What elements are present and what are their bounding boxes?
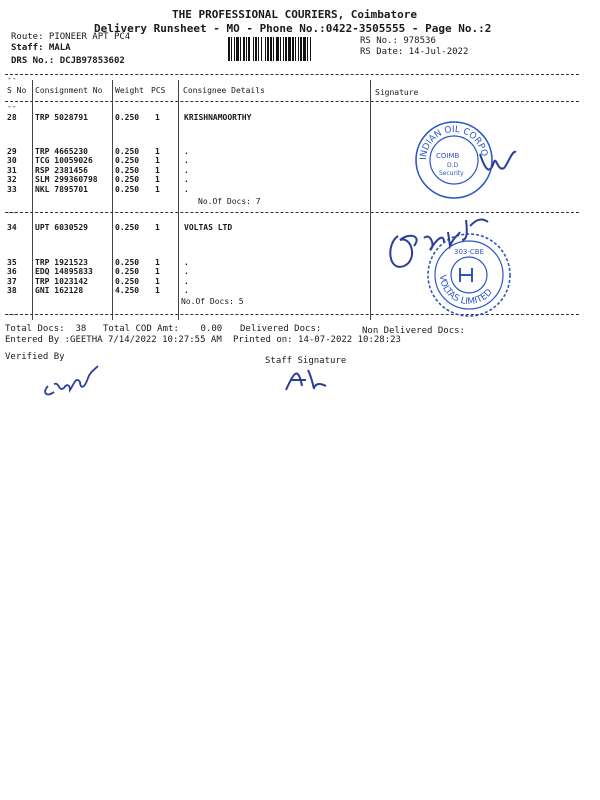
header-divider bbox=[5, 101, 579, 102]
row-sno: 35 bbox=[7, 258, 17, 267]
row-consignee: . bbox=[184, 175, 189, 184]
barcode-bar bbox=[240, 37, 241, 61]
row-consignee: . bbox=[184, 147, 189, 156]
svg-text:Security: Security bbox=[439, 170, 464, 177]
row-sno: 37 bbox=[7, 277, 17, 286]
row-sno: 34 bbox=[7, 223, 17, 232]
row-consignment: EDQ 14895833 bbox=[35, 267, 93, 276]
barcode-icon bbox=[228, 37, 354, 61]
row-weight: 0.250 bbox=[115, 267, 140, 276]
svg-text:COIMB: COIMB bbox=[436, 152, 460, 160]
delivered-docs: Delivered Docs: bbox=[240, 324, 322, 334]
row-consignment: GNI 162128 bbox=[35, 286, 84, 295]
barcode-bar bbox=[270, 37, 272, 61]
row-weight: 0.250 bbox=[115, 156, 140, 165]
barcode-bar bbox=[228, 37, 230, 61]
row-consignment: TRP 5028791 bbox=[35, 113, 88, 122]
barcode-bar bbox=[307, 37, 308, 61]
row-pcs: 1 bbox=[155, 286, 160, 295]
row-pcs: 1 bbox=[155, 258, 160, 267]
row-pcs: 1 bbox=[155, 147, 160, 156]
row-sno: 38 bbox=[7, 286, 17, 295]
row-sno: 31 bbox=[7, 166, 17, 175]
row-weight: 0.250 bbox=[115, 277, 140, 286]
company-name: THE PROFESSIONAL COURIERS, Coimbatore bbox=[172, 8, 418, 21]
column-line bbox=[32, 80, 33, 320]
barcode-bar bbox=[234, 37, 235, 61]
row-sno: 32 bbox=[7, 175, 17, 184]
non-delivered-docs: Non Delivered Docs: bbox=[362, 326, 465, 336]
svg-text:D.D: D.D bbox=[447, 162, 459, 169]
barcode-bar bbox=[246, 37, 247, 61]
svg-text:VOLTAS LIMITED: VOLTAS LIMITED bbox=[436, 274, 495, 308]
row-weight: 0.250 bbox=[115, 147, 140, 156]
row-pcs: 1 bbox=[155, 223, 160, 232]
no-of-docs: No.Of Docs: 5 bbox=[181, 297, 244, 306]
signature-mark bbox=[478, 142, 518, 182]
barcode-bar bbox=[303, 37, 306, 61]
rs-date: RS Date: 14-Jul-2022 bbox=[360, 47, 469, 57]
barcode-bar bbox=[248, 37, 250, 61]
row-consignee: . bbox=[184, 166, 189, 175]
staff-signature bbox=[284, 364, 332, 394]
total-cod: Total COD Amt: 0.00 bbox=[103, 324, 223, 334]
row-consignee: KRISHNAMOORTHY bbox=[184, 113, 252, 122]
staff-signature-label: Staff Signature bbox=[265, 356, 347, 366]
divider-mark: -- bbox=[7, 74, 17, 83]
row-sno: 30 bbox=[7, 156, 17, 165]
row-weight: 0.250 bbox=[115, 166, 140, 175]
row-consignee: VOLTAS LTD bbox=[184, 223, 233, 232]
row-consignment: TRP 1921523 bbox=[35, 258, 88, 267]
runsheet-subtitle: Delivery Runsheet - MO - Phone No.:0422-3505555 - Page No.:2 bbox=[94, 22, 492, 35]
row-pcs: 1 bbox=[155, 185, 160, 194]
column-line bbox=[178, 80, 179, 320]
row-sno: 36 bbox=[7, 267, 17, 276]
barcode-bar bbox=[255, 37, 257, 61]
row-pcs: 1 bbox=[155, 166, 160, 175]
barcode-bar bbox=[253, 37, 254, 61]
svg-text:INDIAN OIL CORPO: INDIAN OIL CORPO bbox=[418, 124, 489, 161]
barcode-bar bbox=[298, 37, 299, 61]
barcode-bar bbox=[283, 37, 284, 61]
column-line bbox=[370, 80, 371, 320]
barcode-bar bbox=[295, 37, 296, 61]
barcode-bar bbox=[276, 37, 279, 61]
divider-mark: -- bbox=[7, 208, 17, 217]
total-docs: Total Docs: 38 bbox=[5, 324, 87, 334]
row-consignee: . bbox=[184, 156, 189, 165]
drs-number: DRS No.: DCJB97853602 bbox=[11, 56, 125, 66]
row-pcs: 1 bbox=[155, 156, 160, 165]
barcode-bar bbox=[310, 37, 311, 61]
row-consignment: TRP 1023142 bbox=[35, 277, 88, 286]
verifier-signature bbox=[40, 364, 110, 398]
staff-label: Staff: MALA bbox=[11, 43, 71, 53]
row-pcs: 1 bbox=[155, 267, 160, 276]
row-weight: 0.250 bbox=[115, 113, 140, 122]
no-of-docs: No.Of Docs: 7 bbox=[198, 197, 261, 206]
barcode-bar bbox=[243, 37, 245, 61]
barcode-bar bbox=[261, 37, 262, 61]
row-consignment: UPT 6030529 bbox=[35, 223, 88, 232]
row-consignee: . bbox=[184, 286, 189, 295]
row-pcs: 1 bbox=[155, 277, 160, 286]
row-consignment: TRP 4665230 bbox=[35, 147, 88, 156]
row-pcs: 1 bbox=[155, 113, 160, 122]
row-consignment: NKL 7895701 bbox=[35, 185, 88, 194]
barcode-bar bbox=[288, 37, 291, 61]
barcode-bar bbox=[292, 37, 294, 61]
row-weight: 0.250 bbox=[115, 175, 140, 184]
row-consignee: . bbox=[184, 185, 189, 194]
row-sno: 29 bbox=[7, 147, 17, 156]
row-sno: 28 bbox=[7, 113, 17, 122]
route-label: Route: PIONEER APT PC4 bbox=[11, 32, 131, 42]
consignee-signature bbox=[384, 206, 494, 276]
divider-mark: -- bbox=[7, 310, 17, 319]
row-consignee: . bbox=[184, 267, 189, 276]
barcode-bar bbox=[265, 37, 266, 61]
barcode-bar bbox=[300, 37, 302, 61]
row-sno: 33 bbox=[7, 185, 17, 194]
row-consignment: TCG 10059026 bbox=[35, 156, 93, 165]
row-consignment: RSP 2381456 bbox=[35, 166, 88, 175]
barcode-bar bbox=[236, 37, 239, 61]
row-consignee: . bbox=[184, 277, 189, 286]
barcode-bar bbox=[258, 37, 259, 61]
printed-on: Printed on: 14-07-2022 10:28:23 bbox=[233, 335, 401, 345]
col-weight: Weight bbox=[115, 86, 144, 95]
row-weight: 0.250 bbox=[115, 223, 140, 232]
row-consignment: SLM 299360798 bbox=[35, 175, 98, 184]
verified-by: Verified By bbox=[5, 352, 65, 362]
col-signature: Signature bbox=[375, 88, 419, 97]
barcode-bar bbox=[267, 37, 269, 61]
barcode-bar bbox=[231, 37, 232, 61]
row-weight: 0.250 bbox=[115, 258, 140, 267]
svg-text:303-CBE: 303-CBE bbox=[454, 248, 484, 256]
col-sno: S No bbox=[7, 86, 27, 95]
barcode-bar bbox=[280, 37, 281, 61]
row-weight: 4.250 bbox=[115, 286, 140, 295]
rs-number: RS No.: 978536 bbox=[360, 36, 436, 46]
col-pcs: PCS bbox=[151, 86, 166, 95]
row-pcs: 1 bbox=[155, 175, 160, 184]
row-weight: 0.250 bbox=[115, 185, 140, 194]
divider-mark: -- bbox=[7, 102, 17, 111]
column-line bbox=[112, 80, 113, 320]
entered-by: Entered By :GEETHA 7/14/2022 10:27:55 AM bbox=[5, 335, 222, 345]
col-consignment: Consignment No bbox=[35, 86, 103, 95]
divider bbox=[5, 74, 579, 75]
row-consignee: . bbox=[184, 258, 189, 267]
col-consignee: Consignee Details bbox=[183, 86, 265, 95]
barcode-bar bbox=[285, 37, 287, 61]
barcode-bar bbox=[273, 37, 274, 61]
